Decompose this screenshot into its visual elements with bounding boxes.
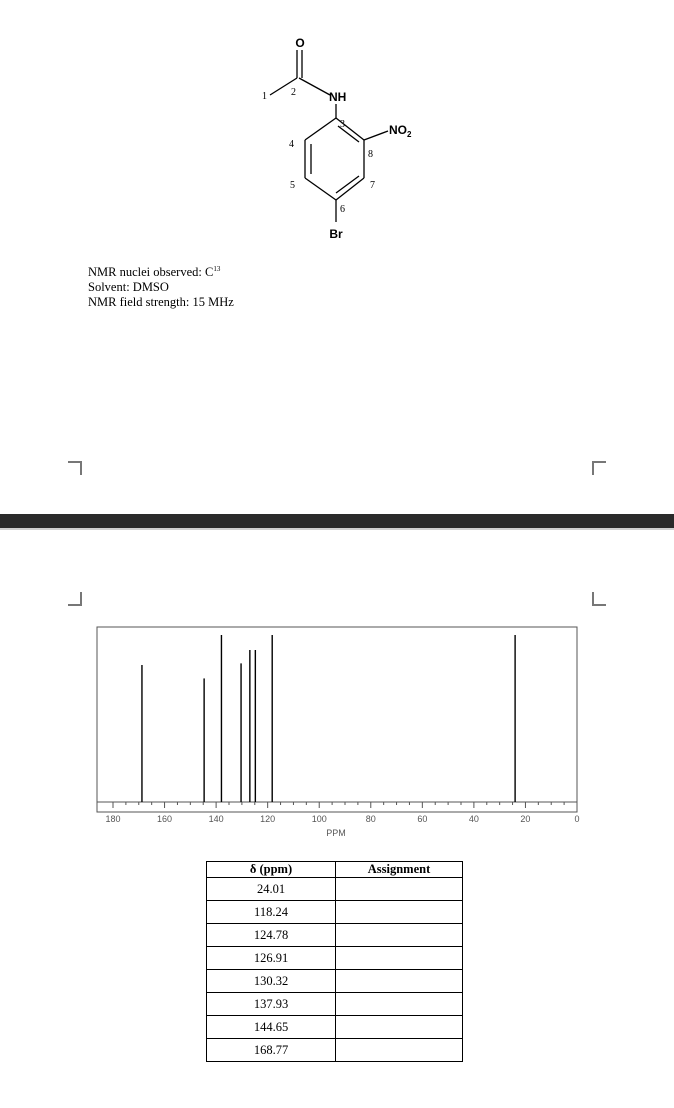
shift-value: 144.65 [207, 1016, 336, 1039]
bromine-atom: Br [329, 227, 343, 241]
nmr-info [88, 262, 234, 310]
nuclei-label: NMR nuclei observed: C [88, 265, 214, 280]
crop-mark-top-right [592, 461, 606, 475]
atom-number-8: 8 [368, 149, 373, 160]
assignment-header: Assignment [336, 862, 463, 878]
atom-number-3: 3 [340, 119, 345, 130]
tick-label: 20 [520, 814, 531, 824]
field-strength-line: NMR field strength: 15 MHz [88, 295, 234, 310]
plot-frame [97, 627, 577, 812]
assignment-cell[interactable] [336, 878, 463, 901]
table-row [207, 947, 463, 970]
table-row [207, 924, 463, 947]
tick-label: 140 [208, 814, 224, 824]
assignment-cell[interactable] [336, 1039, 463, 1062]
nuclei-line [88, 262, 234, 280]
nmr-spectrum-chart [0, 600, 674, 845]
atom-number-2: 2 [291, 87, 296, 98]
tick-label: 40 [468, 814, 479, 824]
solvent-line: Solvent: DMSO [88, 280, 169, 295]
atom-number-7: 7 [370, 180, 375, 191]
nuclei-superscript: 13 [213, 265, 221, 273]
peaks [142, 635, 515, 802]
tick-label: 60 [417, 814, 428, 824]
tick-label: 100 [311, 814, 327, 824]
atom-number-6: 6 [340, 204, 345, 215]
shift-table [206, 861, 463, 1062]
nitro-group [389, 123, 412, 139]
assignment-cell[interactable] [336, 1016, 463, 1039]
assignment-cell[interactable] [336, 901, 463, 924]
shift-value: 137.93 [207, 993, 336, 1016]
molecule-structure [0, 0, 674, 250]
oxygen-atom: O [295, 36, 305, 50]
table-row [207, 901, 463, 924]
tick-label: 120 [260, 814, 276, 824]
shift-value: 118.24 [207, 901, 336, 924]
crop-mark-top-left [68, 461, 82, 475]
amine-atom: NH [329, 90, 347, 104]
assignment-cell[interactable] [336, 924, 463, 947]
axis-tick-labels [105, 814, 579, 824]
molecule-bonds [270, 50, 388, 222]
nitro-subscript: 2 [407, 130, 412, 139]
table-body [207, 878, 463, 1062]
shift-value: 168.77 [207, 1039, 336, 1062]
shift-value: 124.78 [207, 924, 336, 947]
table-header-row [207, 862, 463, 878]
tick-label: 80 [365, 814, 376, 824]
assignment-cell[interactable] [336, 970, 463, 993]
tick-label: 0 [574, 814, 580, 824]
axis-ticks [113, 802, 577, 808]
tick-label: 160 [157, 814, 173, 824]
table-row [207, 993, 463, 1016]
assignment-cell[interactable] [336, 947, 463, 970]
shift-value: 24.01 [207, 878, 336, 901]
shift-header: δ (ppm) [207, 862, 336, 878]
shift-value: 130.32 [207, 970, 336, 993]
table-row [207, 878, 463, 901]
atom-number-1: 1 [262, 91, 267, 102]
table-row [207, 970, 463, 993]
tick-label: 180 [105, 814, 121, 824]
table-row [207, 1039, 463, 1062]
page-divider [0, 514, 674, 530]
x-axis-label: PPM [326, 828, 346, 838]
shift-value: 126.91 [207, 947, 336, 970]
atom-number-5: 5 [290, 180, 295, 191]
atom-number-4: 4 [289, 139, 294, 150]
nitro-label: NO [389, 123, 407, 137]
assignment-cell[interactable] [336, 993, 463, 1016]
table-row [207, 1016, 463, 1039]
